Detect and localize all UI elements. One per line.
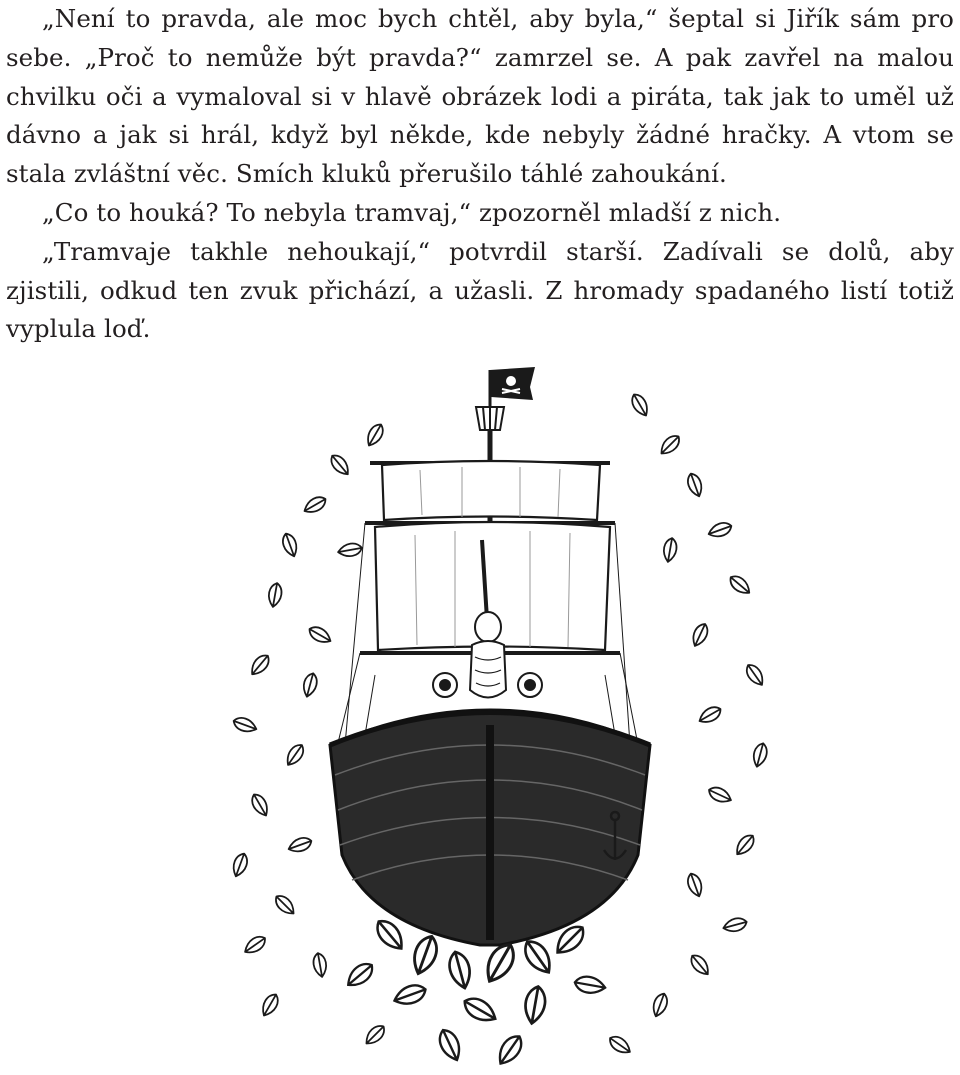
leaf (301, 494, 328, 517)
leaf (607, 1033, 634, 1057)
leaf (230, 852, 250, 879)
leaf (657, 432, 683, 458)
leaf (751, 742, 769, 769)
pirate-ship-illustration (200, 345, 780, 1070)
leaf (327, 452, 352, 479)
paragraph-3: „Tramvaje takhle nehoukají,“ potvrdil starší. Zadívali se dolů, aby zjistili, odkud ten zvuk přichází, a užasli. Z hromady spadaného listí totiž vyplula loď. (6, 236, 954, 344)
leaf (685, 472, 705, 499)
story-text (6, 0, 954, 349)
top-sail (365, 461, 615, 523)
leaf (707, 520, 734, 540)
leaf (283, 742, 307, 769)
leaf (247, 652, 272, 679)
leaf (306, 624, 333, 647)
leaf (249, 791, 272, 818)
leaf (685, 872, 705, 899)
leaf (662, 537, 678, 563)
leaf (629, 391, 652, 418)
paragraph-2: „Co to houká? To nebyla tramvaj,“ zpozorněl mladší z nich. (42, 197, 782, 227)
leaf (267, 582, 283, 608)
ship-hull (330, 710, 650, 945)
leaf (337, 542, 363, 558)
leaf (362, 1022, 388, 1048)
leaf (232, 715, 259, 735)
leaf (364, 421, 387, 448)
crows-nest (476, 407, 504, 430)
leaf (242, 933, 269, 957)
leaf (301, 672, 319, 699)
leaf (727, 572, 754, 597)
leaf (687, 952, 712, 979)
leaf (689, 621, 710, 648)
leaf (287, 835, 314, 855)
paragraph-1: „Není to pravda, ale moc bych chtěl, aby byla,“ šeptal si Jiřík sám pro sebe. „Proč to nemůže být pravda?“ zamrzel se. A pak zavřel na malou chvilku oči a vymaloval si v hlavě obrázek lodi a piráta, tak jak to uměl už dávno a jak si hrál, když byl někde, kde nebyly žádné hračky. A vtom se stala zvláštní věc. Smích kluků přerušilo táhlé zahoukání. (6, 4, 954, 189)
leaf (259, 991, 282, 1018)
leaf (312, 952, 328, 978)
leaf (732, 832, 757, 859)
leaf (650, 992, 670, 1019)
leaf (272, 892, 298, 918)
leaf (722, 916, 749, 934)
leaf (280, 532, 300, 559)
leaf (706, 784, 733, 805)
leaf (743, 662, 767, 689)
leaf (696, 704, 723, 727)
